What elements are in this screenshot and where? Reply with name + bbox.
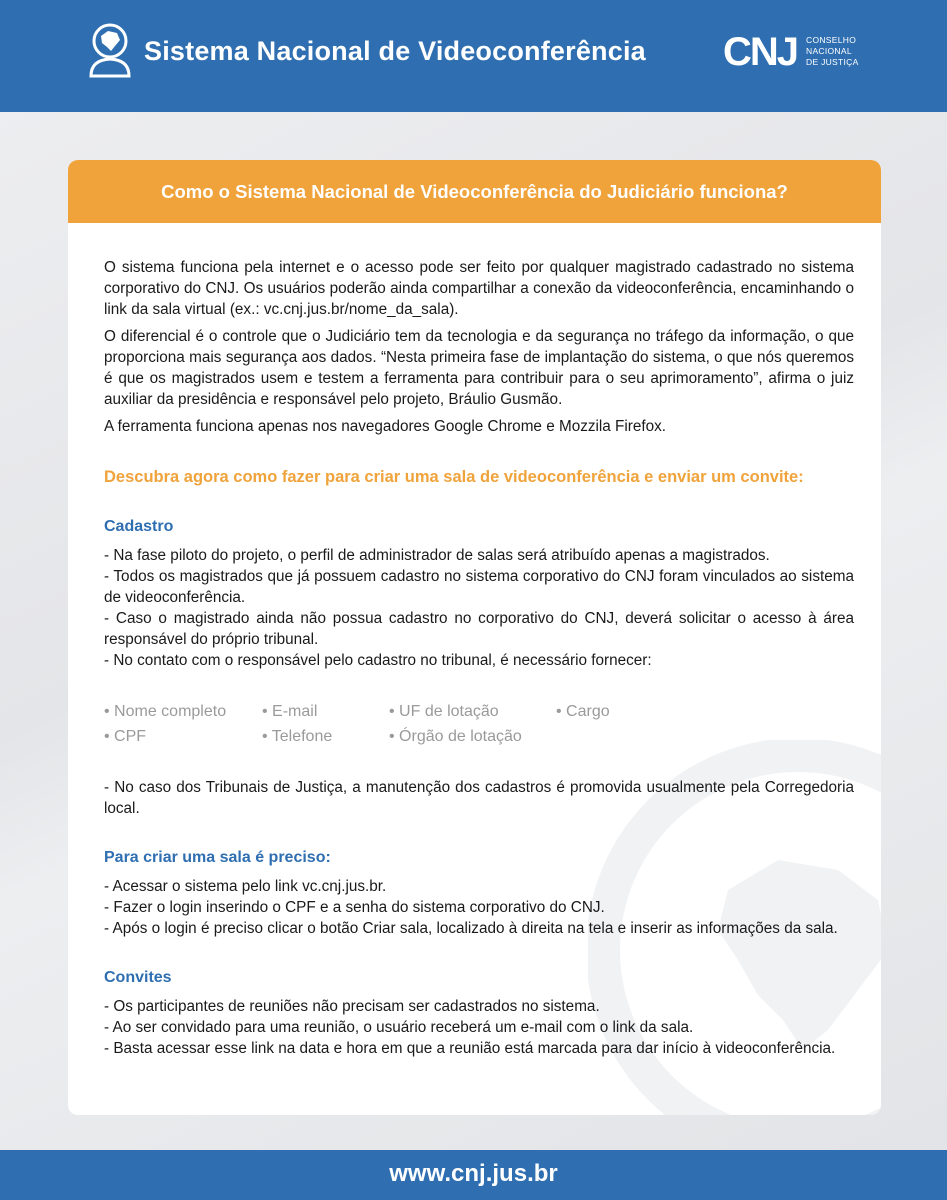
card-content [104,257,854,1059]
header-bar [0,0,947,112]
cnj-logo [723,30,863,78]
list-item: - No caso dos Tribunais de Justiça, a manutenção dos cadastros é promovida usualmente pela Corregedoria local. [104,779,854,817]
list-item: - Após o login é preciso clicar o botão Criar sala, localizado à direita na tela e inserir as informações da sala. [104,920,838,937]
header-title: Sistema Nacional de Videoconferência [144,36,646,66]
list-item: - Caso o magistrado ainda não possua cadastro no corporativo do CNJ, deverá solicitar o acesso à área responsável do próprio tribunal. [104,610,854,648]
list-item: - Os participantes de reuniões não precisam ser cadastrados no sistema. [104,998,600,1015]
intro-paragraph: O diferencial é o controle que o Judiciário tem da tecnologia e da segurança no tráfego da informação, o que proporciona mais segurança aos dados. “Nesta primeira fase de implantação do sistema, o que nós queremos é que os magistrados usem e testem a ferramenta para contribuir para o seu aprimoramento”, afirma o juiz auxiliar da presidência e responsável pelo projeto, Bráulio Gusmão. [104,328,854,408]
section-title-cadastro: Cadastro [104,518,174,535]
list-item: - Todos os magistrados que já possuem cadastro no sistema corporativo do CNJ foram vinculados ao sistema de videoconferência. [104,568,854,606]
cnj-logo-text: CONSELHO NACIONAL DE JUSTIÇA [806,35,859,67]
field-item: • CPF [104,728,147,745]
footer-bar [0,1150,947,1200]
list-item: - Na fase piloto do projeto, o perfil de administrador de salas será atribuído apenas a magistrados. [104,547,770,564]
field-item: • UF de lotação [389,703,499,720]
field-item: • E-mail [262,703,318,720]
person-map-icon [86,22,134,78]
info-card [68,160,881,1115]
cnj-logo-mark: CNJ [723,30,798,74]
list-item: - Ao ser convidado para uma reunião, o usuário receberá um e-mail com o link da sala. [104,1019,694,1036]
section-title-sala: Para criar uma sala é preciso: [104,849,331,866]
field-item: • Nome completo [104,703,227,720]
field-item: • Cargo [556,703,610,720]
section-title-convites: Convites [104,969,172,986]
required-fields-list [104,701,854,747]
intro-paragraph: A ferramenta funciona apenas nos navegadores Google Chrome e Mozzila Firefox. [104,418,667,435]
list-item: - Fazer o login inserindo o CPF e a senha do sistema corporativo do CNJ. [104,899,605,916]
card-header [68,160,881,223]
footer-url-link[interactable]: www.cnj.jus.br [389,1160,558,1187]
card-heading: Como o Sistema Nacional de Videoconferência do Judiciário funciona? [161,181,788,202]
field-item: • Telefone [262,728,333,745]
list-item: - Acessar o sistema pelo link vc.cnj.jus.br. [104,878,387,895]
list-item: - No contato com o responsável pelo cadastro no tribunal, é necessário fornecer: [104,652,652,669]
list-item: - Basta acessar esse link na data e hora em que a reunião está marcada para dar início à videoconferência. [104,1040,836,1057]
field-item: • Órgão de lotação [389,728,522,745]
how-to-subheading: Descubra agora como fazer para criar uma sala de videoconferência e enviar um convite: [104,468,804,486]
intro-paragraph: O sistema funciona pela internet e o acesso pode ser feito por qualquer magistrado cadastrado no sistema corporativo do CNJ. Os usuários poderão ainda compartilhar a conexão da videoconferência, encaminhando o link da sala virtual (ex.: vc.cnj.jus.br/nome_da_sala). [104,259,854,318]
